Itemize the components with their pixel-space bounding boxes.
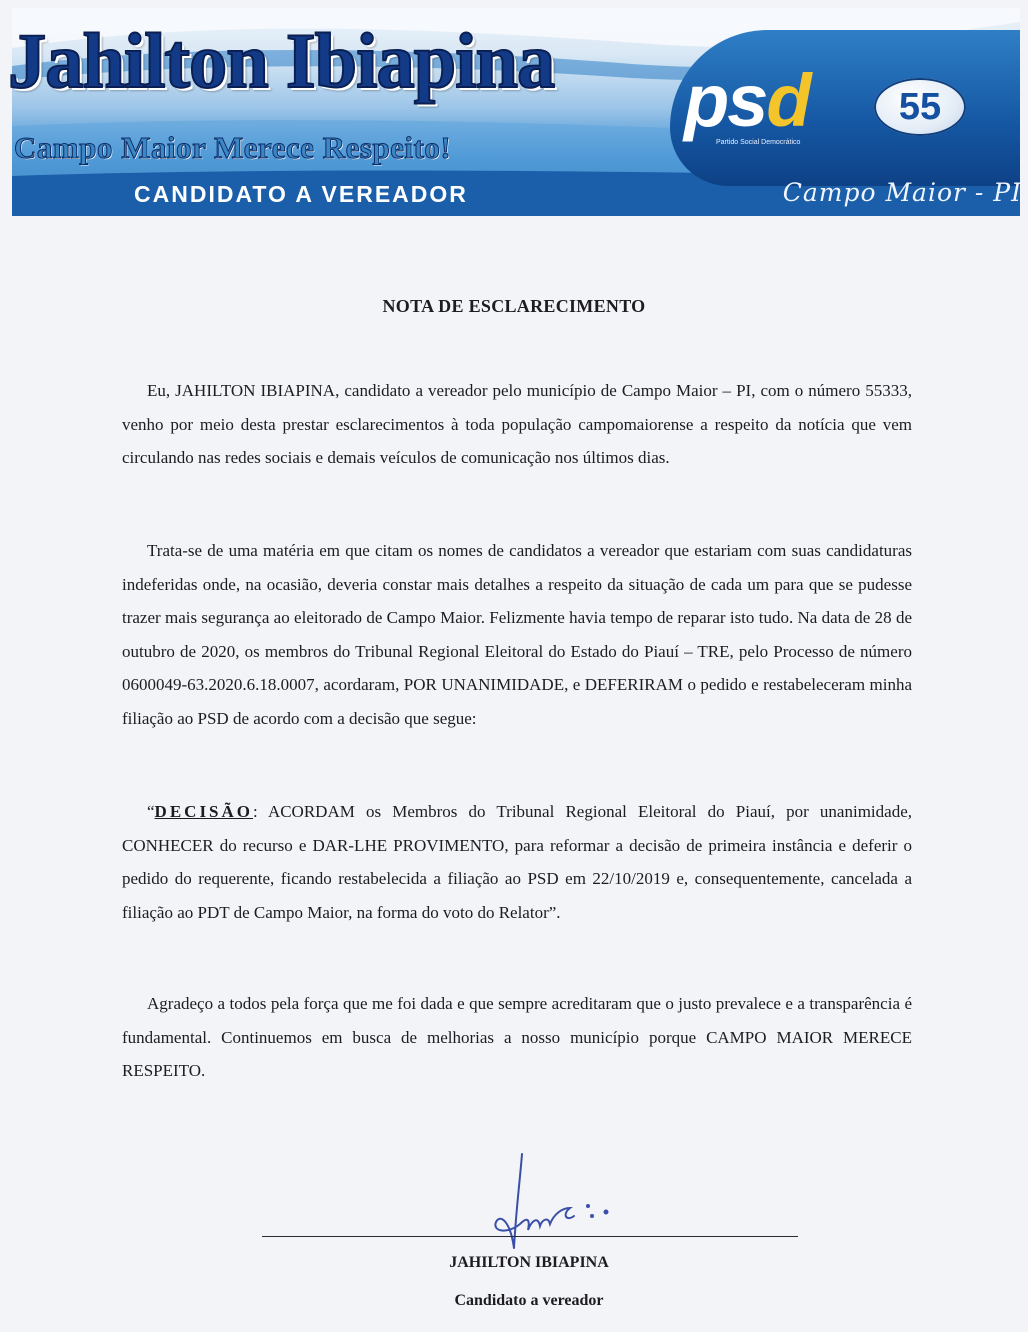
- psd-party-logo: [684, 59, 810, 142]
- signature-line: [262, 1236, 798, 1237]
- paragraph-introduction: Eu, JAHILTON IBIAPINA, candidato a vereador pelo município de Campo Maior – PI, com o número 55333, venho por meio desta prestar esclarecimentos à toda população campomaiorense a respeito da notícia que vem circulando nas redes sociais e demais veículos de comunicação nos últimos dias.: [122, 381, 912, 468]
- city-label: Campo Maior - PI: [782, 178, 1022, 207]
- signer-role: Candidato a vereador: [454, 1292, 604, 1309]
- handwritten-signature: [470, 1150, 620, 1260]
- decision-text: : ACORDAM os Membros do Tribunal Regional Eleitoral do Piauí, por unanimidade, CONHECER do recurso e DAR-LHE PROVIMENTO, para reformar a decisão de primeira instância e deferir o pedido do requerente, ficando restabelecida a filiação ao PSD em 22/10/2019 e, consequentemente, cancelada a filiação ao PDT de Campo Maior, na forma do voto do Relator”.: [122, 802, 912, 922]
- psd-logo-d: d: [766, 59, 810, 142]
- party-full-name: Partido Social Democrático: [716, 139, 801, 146]
- paragraph-context: Trata-se de uma matéria em que citam os nomes de candidatos a vereador que estariam com suas candidaturas indeferidas onde, na ocasião, deveria constar mais detalhes a respeito da situação de cada um para que se pudesse trazer mais segurança ao eleitorado de Campo Maior. Felizmente havia tempo de reparar isto tudo. Na data de 28 de outubro de 2020, os membros do Tribunal Regional Eleitoral do Estado do Piauí – TRE, pelo Processo de número 0600049-63.2020.6.18.0007, acordaram, POR UNANIMIDADE, e DEFERIRAM o pedido e restabeleceram minha filiação ao PSD de acordo com a decisão que segue:: [122, 541, 912, 728]
- paragraph-decision-quote: [122, 795, 912, 929]
- party-number-badge: 55: [874, 78, 966, 136]
- quote-open-mark: “: [147, 802, 155, 821]
- candidate-name-heading: Jahilton Ibiapina: [8, 17, 555, 104]
- paragraph-closing: Agradeço a todos pela força que me foi dada e que sempre acreditaram que o justo prevalece e a transparência é fundamental. Continuemos em busca de melhorias a nosso município porque CAMPO MAIOR MERECE RESPEITO.: [122, 994, 912, 1081]
- candidate-role-label: CANDIDATO A VEREADOR: [134, 181, 468, 207]
- decision-word: DECISÃO: [154, 802, 254, 821]
- campaign-slogan: Campo Maior Merece Respeito!: [14, 130, 452, 165]
- document-title: NOTA DE ESCLARECIMENTO: [382, 296, 646, 316]
- psd-logo-ps: ps: [684, 59, 767, 142]
- signer-name: JAHILTON IBIAPINA: [449, 1254, 609, 1271]
